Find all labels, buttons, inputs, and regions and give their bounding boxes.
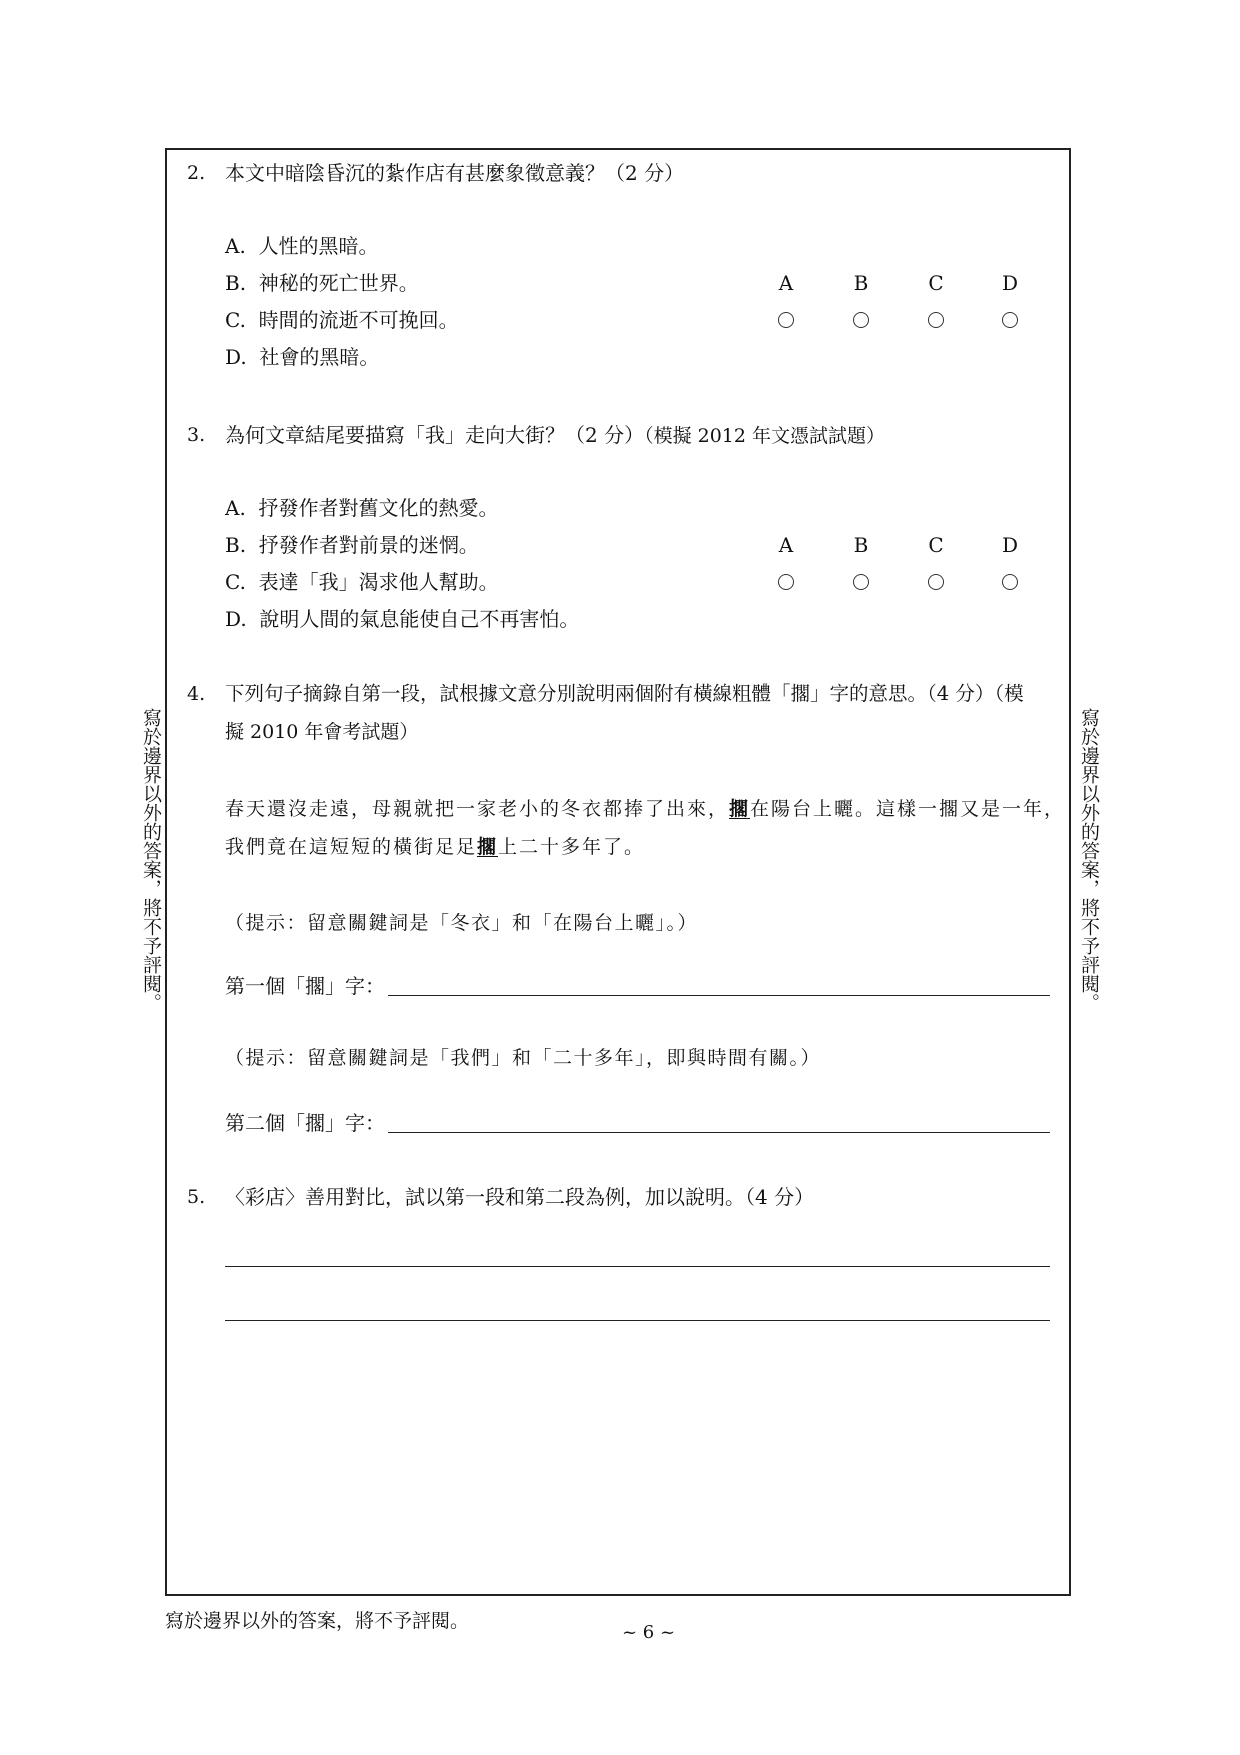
- q2-header-c: C: [928, 271, 944, 295]
- q3-option-c: [225, 570, 499, 594]
- q2-radio-c[interactable]: [928, 312, 944, 328]
- q4-number: 4.: [187, 683, 206, 705]
- q4-label-1: 第一個「擱」字：: [225, 974, 385, 998]
- q3-header-d: D: [1001, 533, 1019, 557]
- q5-text: 〈彩店〉善用對比，試以第一段和第二段為例，加以說明。（4 分）: [225, 1185, 815, 1209]
- q3-option-a: [225, 496, 499, 520]
- option-text: 時間的流逝不可挽回。: [258, 308, 459, 332]
- q2-header-d: D: [1001, 271, 1019, 295]
- passage-text: 在陽台上曬。這樣一擱又是一年，: [750, 798, 1066, 820]
- q2-header-a: A: [778, 271, 794, 295]
- q3-text: [225, 423, 885, 448]
- q3-radio-a[interactable]: [778, 574, 794, 590]
- q2-radio-a[interactable]: [778, 312, 794, 328]
- q4-passage-line1: [225, 794, 1065, 821]
- q4-label-2: 第二個「擱」字：: [225, 1111, 385, 1135]
- q3-question: 為何文章結尾要描寫「我」走向大街？（2 分）: [225, 423, 645, 447]
- passage-bold-char: 擱: [477, 836, 499, 858]
- q5-number: 5.: [187, 1186, 206, 1208]
- q3-radio-b[interactable]: [853, 574, 869, 590]
- left-margin-note: 寫於邊界以外的答案，將不予評閱。: [140, 708, 162, 1012]
- option-text: 社會的黑暗。: [259, 345, 380, 369]
- option-letter: B.: [225, 533, 247, 557]
- q2-text: 本文中暗陰昏沉的紮作店有甚麼象徵意義？（2 分）: [225, 161, 685, 185]
- option-letter: C.: [225, 570, 246, 594]
- option-text: 表達「我」渴求他人幫助。: [258, 570, 499, 594]
- q4-answer-line-2[interactable]: [388, 1132, 1050, 1133]
- q2-radio-d[interactable]: [1002, 312, 1018, 328]
- option-text: 說明人間的氣息能使自己不再害怕。: [259, 607, 580, 631]
- right-margin-note: 寫於邊界以外的答案，將不予評閱。: [1078, 708, 1100, 1012]
- option-text: 抒發作者對舊文化的熱愛。: [258, 496, 499, 520]
- q4-hint-1: （提示：留意關鍵詞是「冬衣」和「在陽台上曬」。）: [225, 912, 699, 934]
- q2-option-d: [225, 345, 379, 369]
- option-text: 神秘的死亡世界。: [258, 271, 419, 295]
- option-letter: A.: [225, 496, 246, 520]
- q4-hint-2: （提示：留意關鍵詞是「我們」和「二十多年」，即與時間有關。）: [225, 1047, 822, 1069]
- option-letter: C.: [225, 308, 246, 332]
- q4-text-line2: 擬 2010 年會考試題）: [225, 721, 419, 743]
- q3-option-d: [225, 607, 579, 631]
- q2-option-a: [225, 234, 379, 258]
- q3-header-a: A: [778, 533, 794, 557]
- passage-text: 我們竟在這短短的橫街足足: [225, 836, 478, 858]
- q2-option-b: [225, 271, 419, 295]
- q3-option-b: [225, 533, 479, 557]
- passage-bold-char: 擱: [729, 798, 751, 820]
- page-number: ~ 6 ~: [622, 1622, 676, 1643]
- footer-note: 寫於邊界以外的答案，將不予評閱。: [165, 1610, 470, 1632]
- option-letter: D.: [225, 607, 247, 631]
- option-text: 抒發作者對前景的迷惘。: [258, 533, 479, 557]
- passage-text: 春天還沒走遠，母親就把一家老小的冬衣都捧了出來，: [225, 798, 730, 820]
- option-letter: A.: [225, 234, 246, 258]
- q4-answer-line-1[interactable]: [388, 995, 1050, 996]
- q3-radio-d[interactable]: [1002, 574, 1018, 590]
- answer-frame: [165, 148, 1071, 1596]
- q4-passage-line2: [225, 832, 645, 859]
- option-text: 人性的黑暗。: [258, 234, 379, 258]
- q4-text-line1: 下列句子摘錄自第一段，試根據文意分別說明兩個附有橫線粗體「擱」字的意思。（4 分）（模: [225, 682, 1024, 705]
- q2-header-b: B: [853, 271, 869, 295]
- q3-radio-c[interactable]: [928, 574, 944, 590]
- q3-header-c: C: [928, 533, 944, 557]
- q3-header-b: B: [853, 533, 869, 557]
- option-letter: B.: [225, 271, 247, 295]
- q3-source: （模擬 2012 年文憑試試題）: [644, 425, 886, 447]
- passage-text: 上二十多年了。: [498, 836, 646, 858]
- q2-option-c: [225, 308, 459, 332]
- q5-answer-line-1[interactable]: [225, 1266, 1050, 1267]
- q2-radio-b[interactable]: [853, 312, 869, 328]
- q5-answer-line-2[interactable]: [225, 1320, 1050, 1321]
- option-letter: D.: [225, 345, 247, 369]
- q3-number: 3.: [187, 424, 206, 446]
- q2-number: 2.: [187, 162, 206, 184]
